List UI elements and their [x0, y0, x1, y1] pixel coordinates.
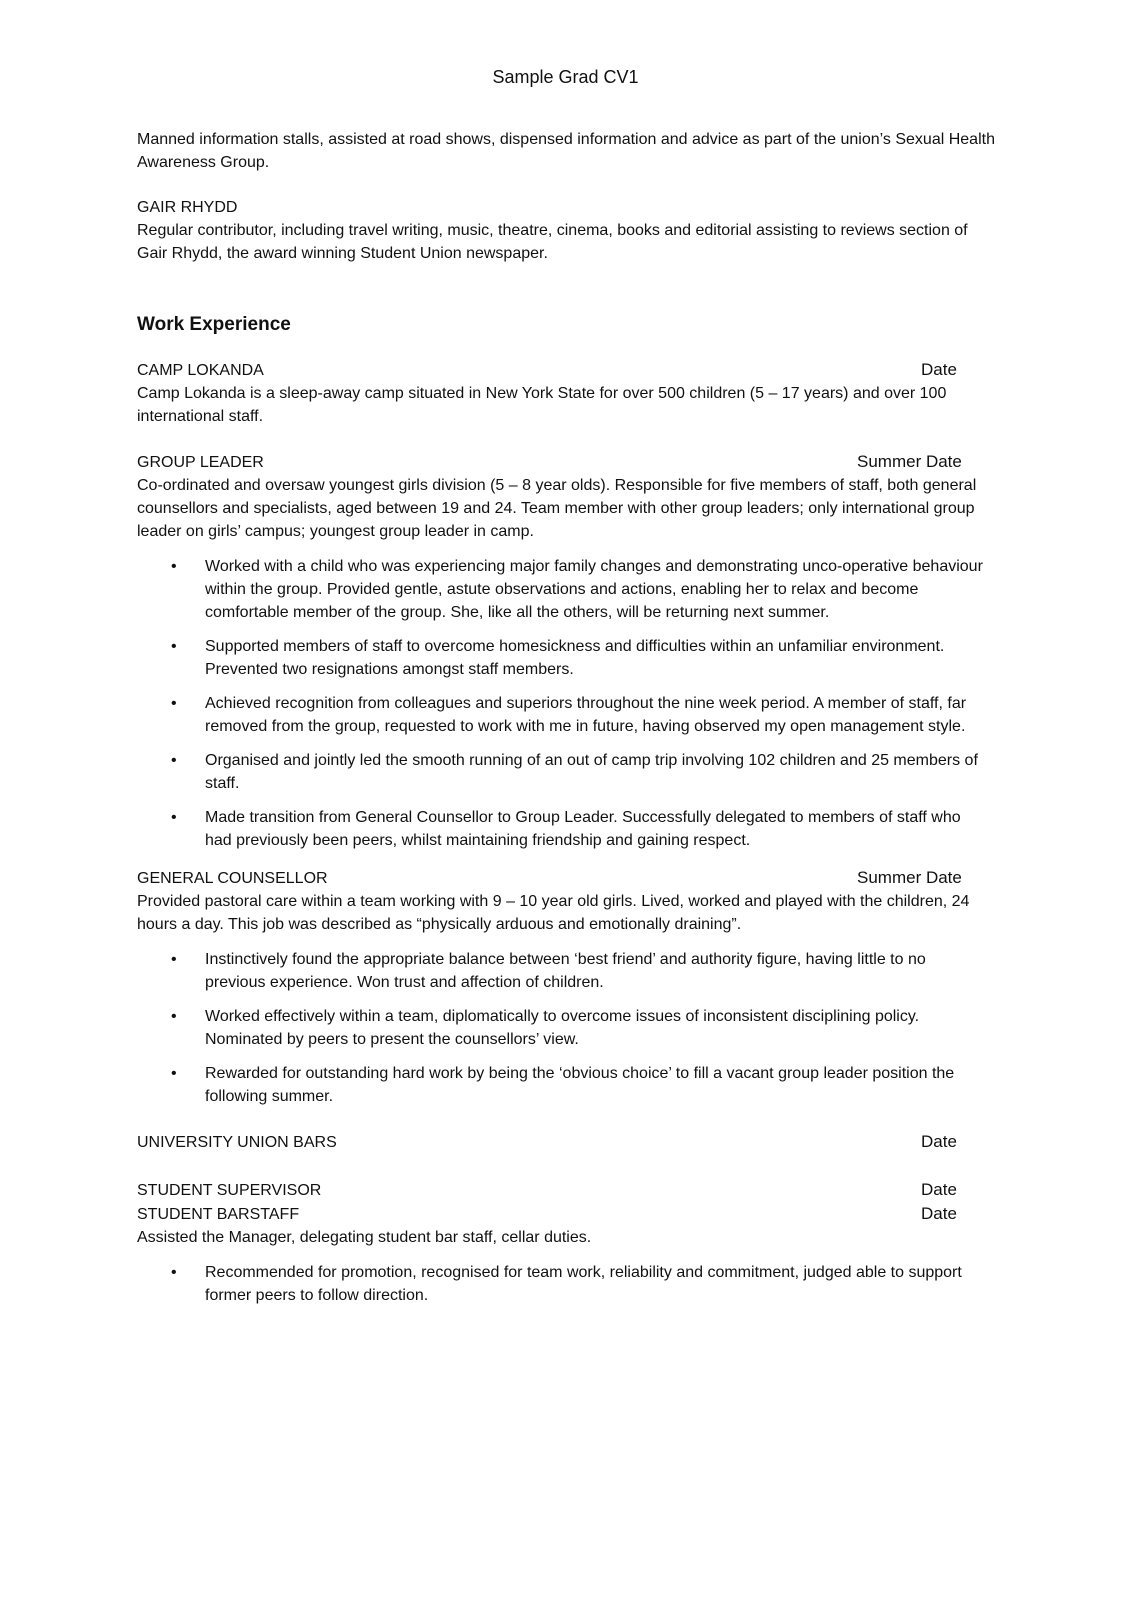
camp-name: CAMP LOKANDA — [137, 362, 264, 379]
group-leader-bullets — [137, 555, 997, 852]
union-activity-paragraph: Manned information stalls, assisted at road shows, dispensed information and advice as part of the union’s Sexual Health Awareness Group. — [137, 131, 995, 171]
list-item: • Recommended for promotion, recognised for team work, reliability and commitment, judged able to support former peers to follow direction. — [205, 1261, 997, 1307]
list-item: • Worked with a child who was experiencing major family changes and demonstrating unco-operative behaviour within the group. Provided gentle, astute observations and actions, enabling her to relax and become comfortable member of the group. She, like all the others, will be returning next summer. — [205, 555, 997, 624]
list-item: • Rewarded for outstanding hard work by being the ‘obvious choice’ to fill a vacant group leader position the following summer. — [205, 1062, 997, 1108]
list-item: • Worked effectively within a team, diplomatically to overcome issues of inconsistent disciplining policy. Nominated by peers to present the counsellors’ view. — [205, 1005, 997, 1051]
general-counsellor-bullets — [137, 948, 997, 1108]
general-counsellor-date: Summer Date — [857, 868, 962, 887]
general-counsellor-title: GENERAL COUNSELLOR — [137, 870, 328, 887]
camp-lokanda-section — [137, 358, 997, 428]
list-item: • Achieved recognition from colleagues and superiors throughout the nine week period. A member of staff, far removed from the group, requested to work with me in future, having observed my open management style. — [205, 692, 997, 738]
work-experience-heading: Work Experience — [137, 314, 291, 335]
list-item: • Organised and jointly led the smooth running of an out of camp trip involving 102 children and 25 members of staff. — [205, 749, 997, 795]
list-item: • Made transition from General Counsellor to Group Leader. Successfully delegated to members of staff who had previously been peers, whilst maintaining friendship and gaining respect. — [205, 806, 997, 852]
barstaff-date: Date — [921, 1204, 957, 1223]
general-counsellor-header-row — [137, 866, 997, 890]
group-leader-date: Summer Date — [857, 452, 962, 471]
supervisor-date: Date — [921, 1180, 957, 1199]
union-bars-name: UNIVERSITY UNION BARS — [137, 1134, 337, 1151]
group-leader-section — [137, 450, 997, 852]
union-bars-date: Date — [921, 1132, 957, 1151]
union-bars-description: Assisted the Manager, delegating student bar staff, cellar duties. — [137, 1229, 592, 1246]
cv-content — [137, 128, 997, 1318]
group-leader-description: Co-ordinated and oversaw youngest girls division (5 – 8 year olds). Responsible for five members of staff, both general counsellors and specialists, aged between 19 and 24. Team member with other group leaders; only international group leader on girls’ campus; youngest group leader in camp. — [137, 477, 977, 540]
group-leader-header-row — [137, 450, 997, 474]
page-header: Sample Grad CV1 — [492, 67, 639, 87]
camp-header-row — [137, 358, 997, 382]
list-item: • Instinctively found the appropriate balance between ‘best friend’ and authority figure, having little to no previous experience. Won trust and affection of children. — [205, 948, 997, 994]
union-bars-section — [137, 1130, 997, 1307]
barstaff-title: STUDENT BARSTAFF — [137, 1206, 300, 1223]
camp-description: Camp Lokanda is a sleep-away camp situated in New York State for over 500 children (5 – 17 years) and over 100 international staff. — [137, 385, 947, 425]
general-counsellor-description: Provided pastoral care within a team working with 9 – 10 year old girls. Lived, worked and played with the children, 24 hours a day. This job was described as “physically arduous and emotionally draining”. — [137, 893, 970, 933]
barstaff-row — [137, 1202, 997, 1226]
supervisor-row — [137, 1178, 997, 1202]
supervisor-title: STUDENT SUPERVISOR — [137, 1182, 322, 1199]
general-counsellor-section — [137, 866, 997, 1108]
gair-rhydd-title: GAIR RHYDD — [137, 199, 238, 216]
gair-rhydd-description: Regular contributor, including travel writing, music, theatre, cinema, books and editorial assisting to reviews section of Gair Rhydd, the award winning Student Union newspaper. — [137, 222, 968, 262]
gair-rhydd-section — [137, 196, 997, 265]
union-bars-header-row — [137, 1130, 997, 1154]
union-bars-bullets — [137, 1261, 997, 1307]
spacer — [137, 1154, 997, 1178]
list-item: • Supported members of staff to overcome homesickness and difficulties within an unfamiliar environment. Prevented two resignations amongst staff members. — [205, 635, 997, 681]
camp-date: Date — [921, 360, 957, 379]
group-leader-title: GROUP LEADER — [137, 454, 264, 471]
